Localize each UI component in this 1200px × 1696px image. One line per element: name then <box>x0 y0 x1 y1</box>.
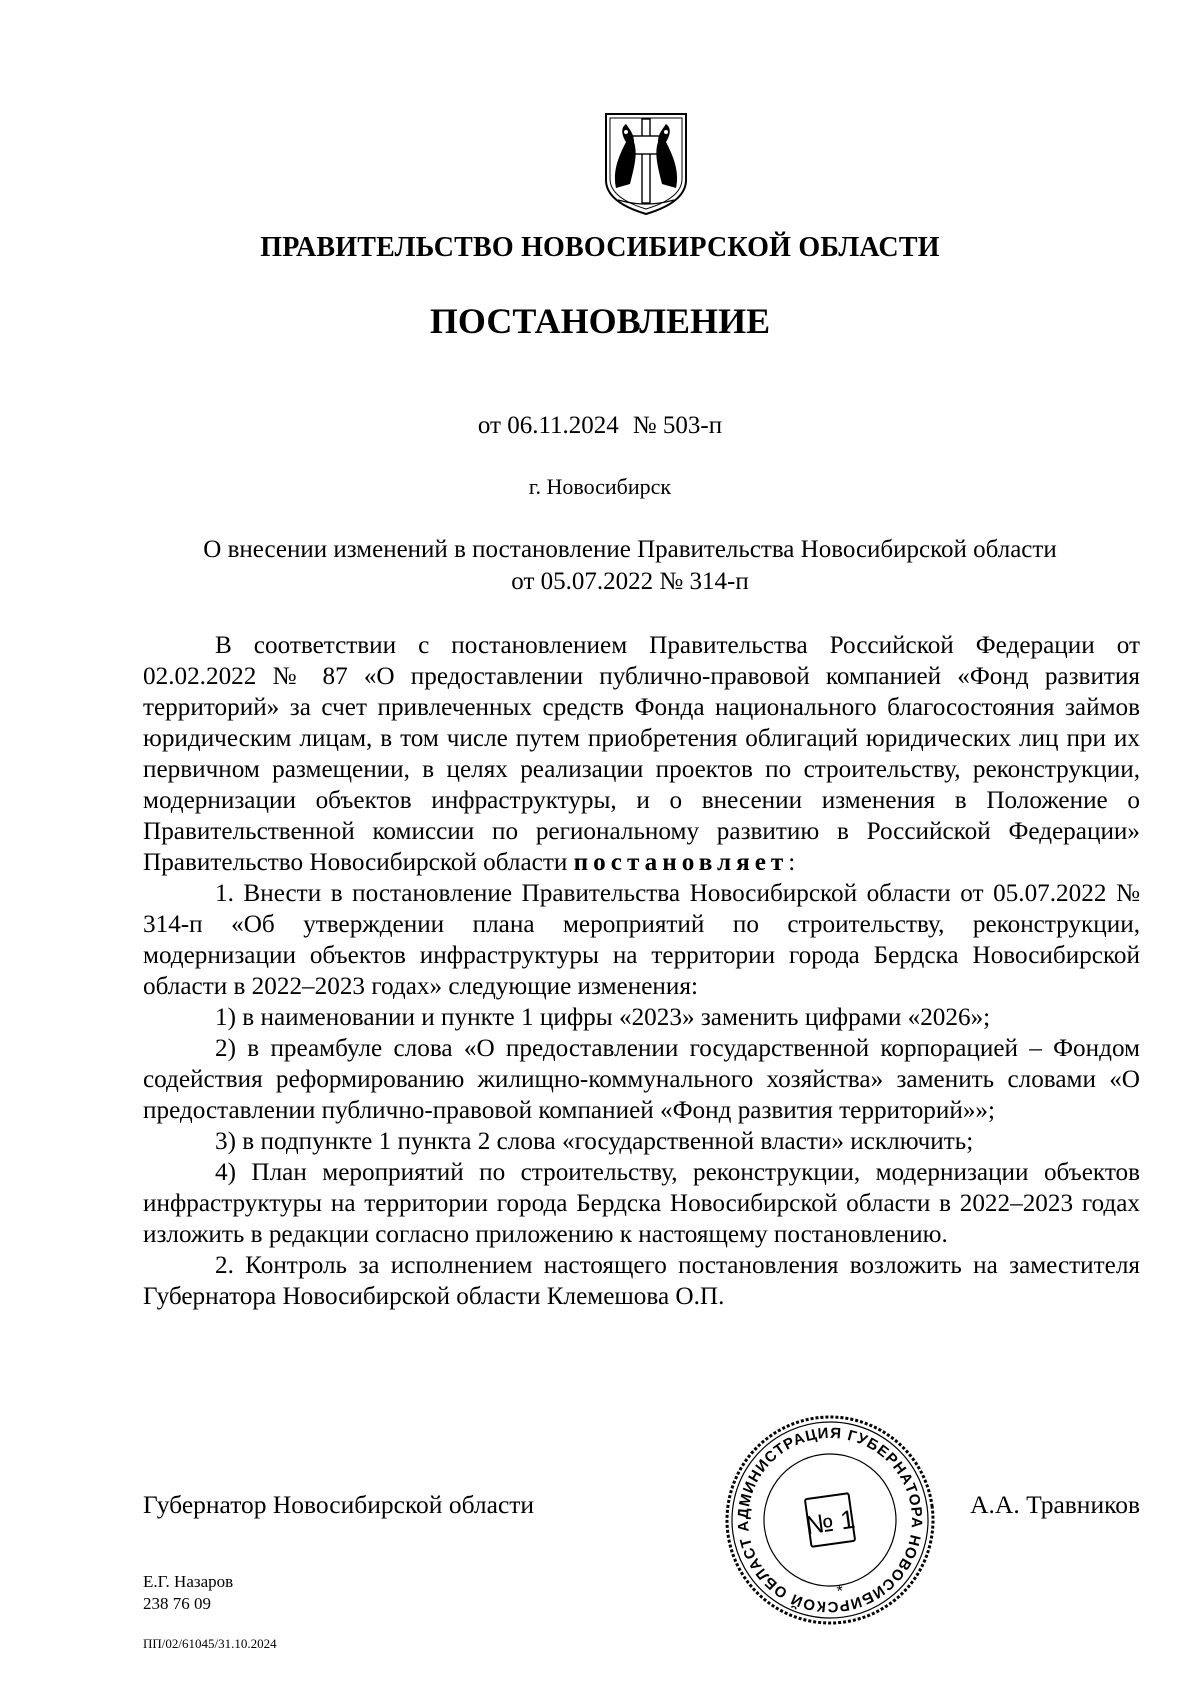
document-date-number <box>0 412 1200 440</box>
coat-of-arms-icon <box>600 110 692 216</box>
signatory-title: Губернатор Новосибирской области <box>143 1490 535 1519</box>
document-city: г. Новосибирск <box>528 474 672 499</box>
document-subject <box>140 534 1120 598</box>
official-seal-icon <box>722 1412 938 1628</box>
document-body <box>143 630 1140 1312</box>
item-1: 1. Внести в постановление Правительства Новосибирской области от 05.07.2022 № 314-п «Об утверждении плана мероприятий по строительству, реконструкции, модернизации объектов инфраструктуры на территории города Бердска Новосибирской области в 2022–2023 годах» следующие изменения: <box>143 880 1140 1000</box>
item-1-subitem-4: 4) План мероприятий по строительству, реконструкции, модернизации объектов инфраструктуры на территории города Бердска Новосибирской области в 2022–2023 годах изложить в редакции согласно приложению к настоящему постановлению. <box>143 1159 1140 1248</box>
executor-name: Е.Г. Назаров <box>143 1572 234 1591</box>
seal-ring-text: АДМИНИСТРАЦИЯ ГУБЕРНАТОРА НОВОСИБИРСКОЙ ОБЛАСТИ <box>734 1424 926 1616</box>
registration-code: ПП/02/61045/31.10.2024 <box>143 1636 277 1651</box>
executor-phone: 238 76 09 <box>143 1594 211 1613</box>
preamble-text: В соответствии с постановлением Правительства Российской Федерации от 02.02.2022 № 87 «О предоставлении публично-правовой компанией «Фонд развития территорий» за счет привлеченных средств Фонда национального благосостояния займов юридическим лицам, в том числе путем приобретения облигаций юридических лиц при их первичном размещении, в целях реализации проектов по строительству, реконструкции, модернизации объектов инфраструктуры, и о внесении изменения в Положение о Правительственной комиссии по региональному развитию в Российской Федерации» Правительство Новосибирской области <box>143 632 1140 876</box>
item-1-subitem-3: 3) в подпункте 1 пункта 2 слова «государственной власти» исключить; <box>215 1128 974 1155</box>
decree-word: постановляет <box>573 849 789 876</box>
seal-number: № 1 <box>803 1503 857 1541</box>
preamble-paragraph <box>143 630 1140 878</box>
executor-block <box>143 1571 233 1615</box>
document-type: ПОСТАНОВЛЕНИЕ <box>429 301 771 341</box>
document-date: от 06.11.2024 <box>477 412 619 439</box>
issuing-authority: ПРАВИТЕЛЬСТВО НОВОСИБИРСКОЙ ОБЛАСТИ <box>260 232 940 263</box>
decree-colon: : <box>788 849 796 876</box>
document-number: № 503-п <box>632 412 723 439</box>
item-1-subitem-1: 1) в наименовании и пункте 1 цифры «2023» заменить цифрами «2026»; <box>215 1004 991 1031</box>
item-1-subitem-2: 2) в преамбуле слова «О предоставлении государственной корпорацией – Фондом содействия реформированию жилищно-коммунального хозяйства» заменить словами «О предоставлении публично-правовой компанией «Фонд развития территорий»»; <box>143 1035 1140 1124</box>
subject-line-2: от 05.07.2022 № 314-п <box>511 568 749 595</box>
subject-line-1: О внесении изменений в постановление Правительства Новосибирской области <box>203 536 1057 563</box>
svg-text:*: * <box>835 1582 845 1601</box>
item-2: 2. Контроль за исполнением настоящего постановления возложить на заместителя Губернатора Новосибирской области Клемешова О.П. <box>143 1252 1140 1310</box>
signatory-name: А.А. Травников <box>970 1490 1140 1519</box>
